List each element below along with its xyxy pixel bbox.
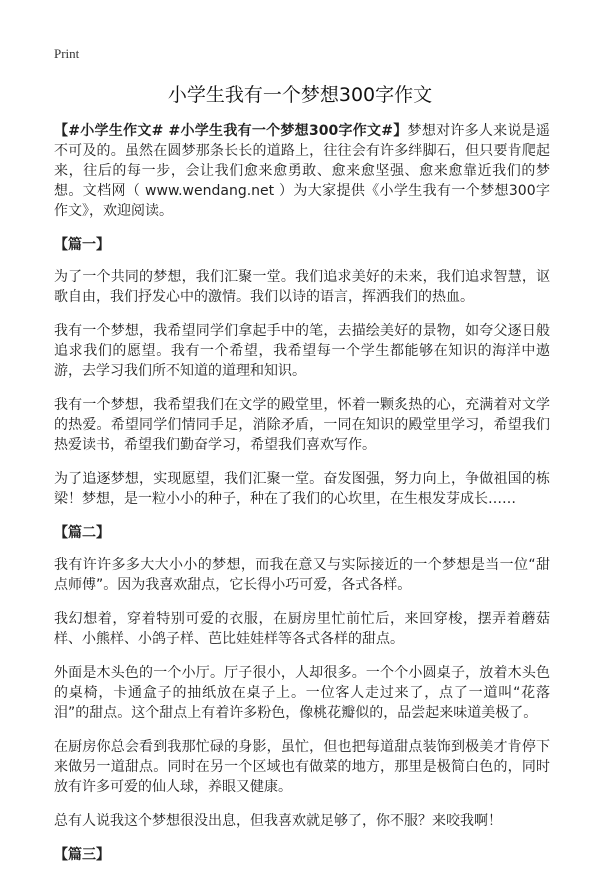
paragraph: 我有一个梦想，我希望我们在文学的殿堂里，怀着一颗炙热的心，充满着对文学的热爱。希望同学们情同手足，消除矛盾，一同在知识的殿堂里学习，希望我们热爱读书，希望我们勤奋学习，希望我们喜欢写作。: [54, 397, 550, 453]
intro-paragraph: [54, 121, 550, 221]
intro-text: 梦想对许多人来说是遥不可及的。虽然在圆梦那条长长的道路上，往往会有许多绊脚石，但只要肯爬起来，往后的每一步，会让我们愈来愈勇敢、愈来愈坚强、愈来愈靠近我们的梦想。文档网（ www.wendang.net ）为大家提供《小学生我有一个梦想300字作文》，欢迎阅读。: [54, 123, 550, 219]
paragraph: 外面是木头色的一个小厅。厅子很小，人却很多。一个个小圆桌子，放着木头色的桌椅，卡通盒子的抽纸放在桌子上。一位客人走过来了，点了一道叫“花落泪”的甜点。这个甜点上有着许多粉色，像桃花瓣似的，品尝起来味道美极了。: [54, 665, 550, 721]
section-heading: 【篇二】: [54, 525, 110, 541]
section-heading: 【篇一】: [54, 237, 110, 253]
print-link[interactable]: Print: [54, 46, 80, 61]
paragraph: 我有一个梦想，我希望同学们拿起手中的笔，去描绘美好的景物，如夸父逐日般追求我们的愿望。我有一个希望，我希望每一个学生都能够在知识的海洋中遨游，去学习我们所不知道的道理和知识。: [54, 323, 550, 379]
paragraph: 为了追逐梦想，实现愿望，我们汇聚一堂。奋发图强，努力向上，争做祖国的栋梁！梦想，是一粒小小的种子，种在了我们的心坎里，在生根发芽成长……: [54, 471, 550, 507]
paragraph: 为了一个共同的梦想，我们汇聚一堂。我们追求美好的未来，我们追求智慧，讴歌自由，我们抒发心中的激情。我们以诗的语言，挥洒我们的热血。: [54, 269, 550, 305]
article-tags: 【#小学生作文# #小学生我有一个梦想300字作文#】: [54, 123, 408, 139]
article-body: [54, 121, 550, 877]
section-heading: 【篇三】: [54, 847, 110, 863]
paragraph: 总有人说我这个梦想很没出息，但我喜欢就足够了，你不服？来咬我啊！: [54, 813, 502, 829]
paragraph: 在厨房你总会看到我那忙碌的身影，虽忙，但也把每道甜点装饰到极美才肯停下来做另一道甜点。同时在另一个区域也有做菜的地方，那里是极简白色的，同时放有许多可爱的仙人球，养眼又健康。: [54, 739, 550, 795]
page-title: 小学生我有一个梦想300字作文: [167, 84, 433, 106]
paragraph: 我幻想着，穿着特别可爱的衣服，在厨房里忙前忙后，来回穿梭，摆弄着蘑菇样、小熊样、小鸽子样、芭比娃娃样等各式各样的甜点。: [54, 611, 550, 647]
paragraph: 我有许许多多大大小小的梦想，而我在意又与实际接近的一个梦想是当一位“甜点师傅”。因为我喜欢甜点，它长得小巧可爱，各式各样。: [54, 557, 550, 593]
